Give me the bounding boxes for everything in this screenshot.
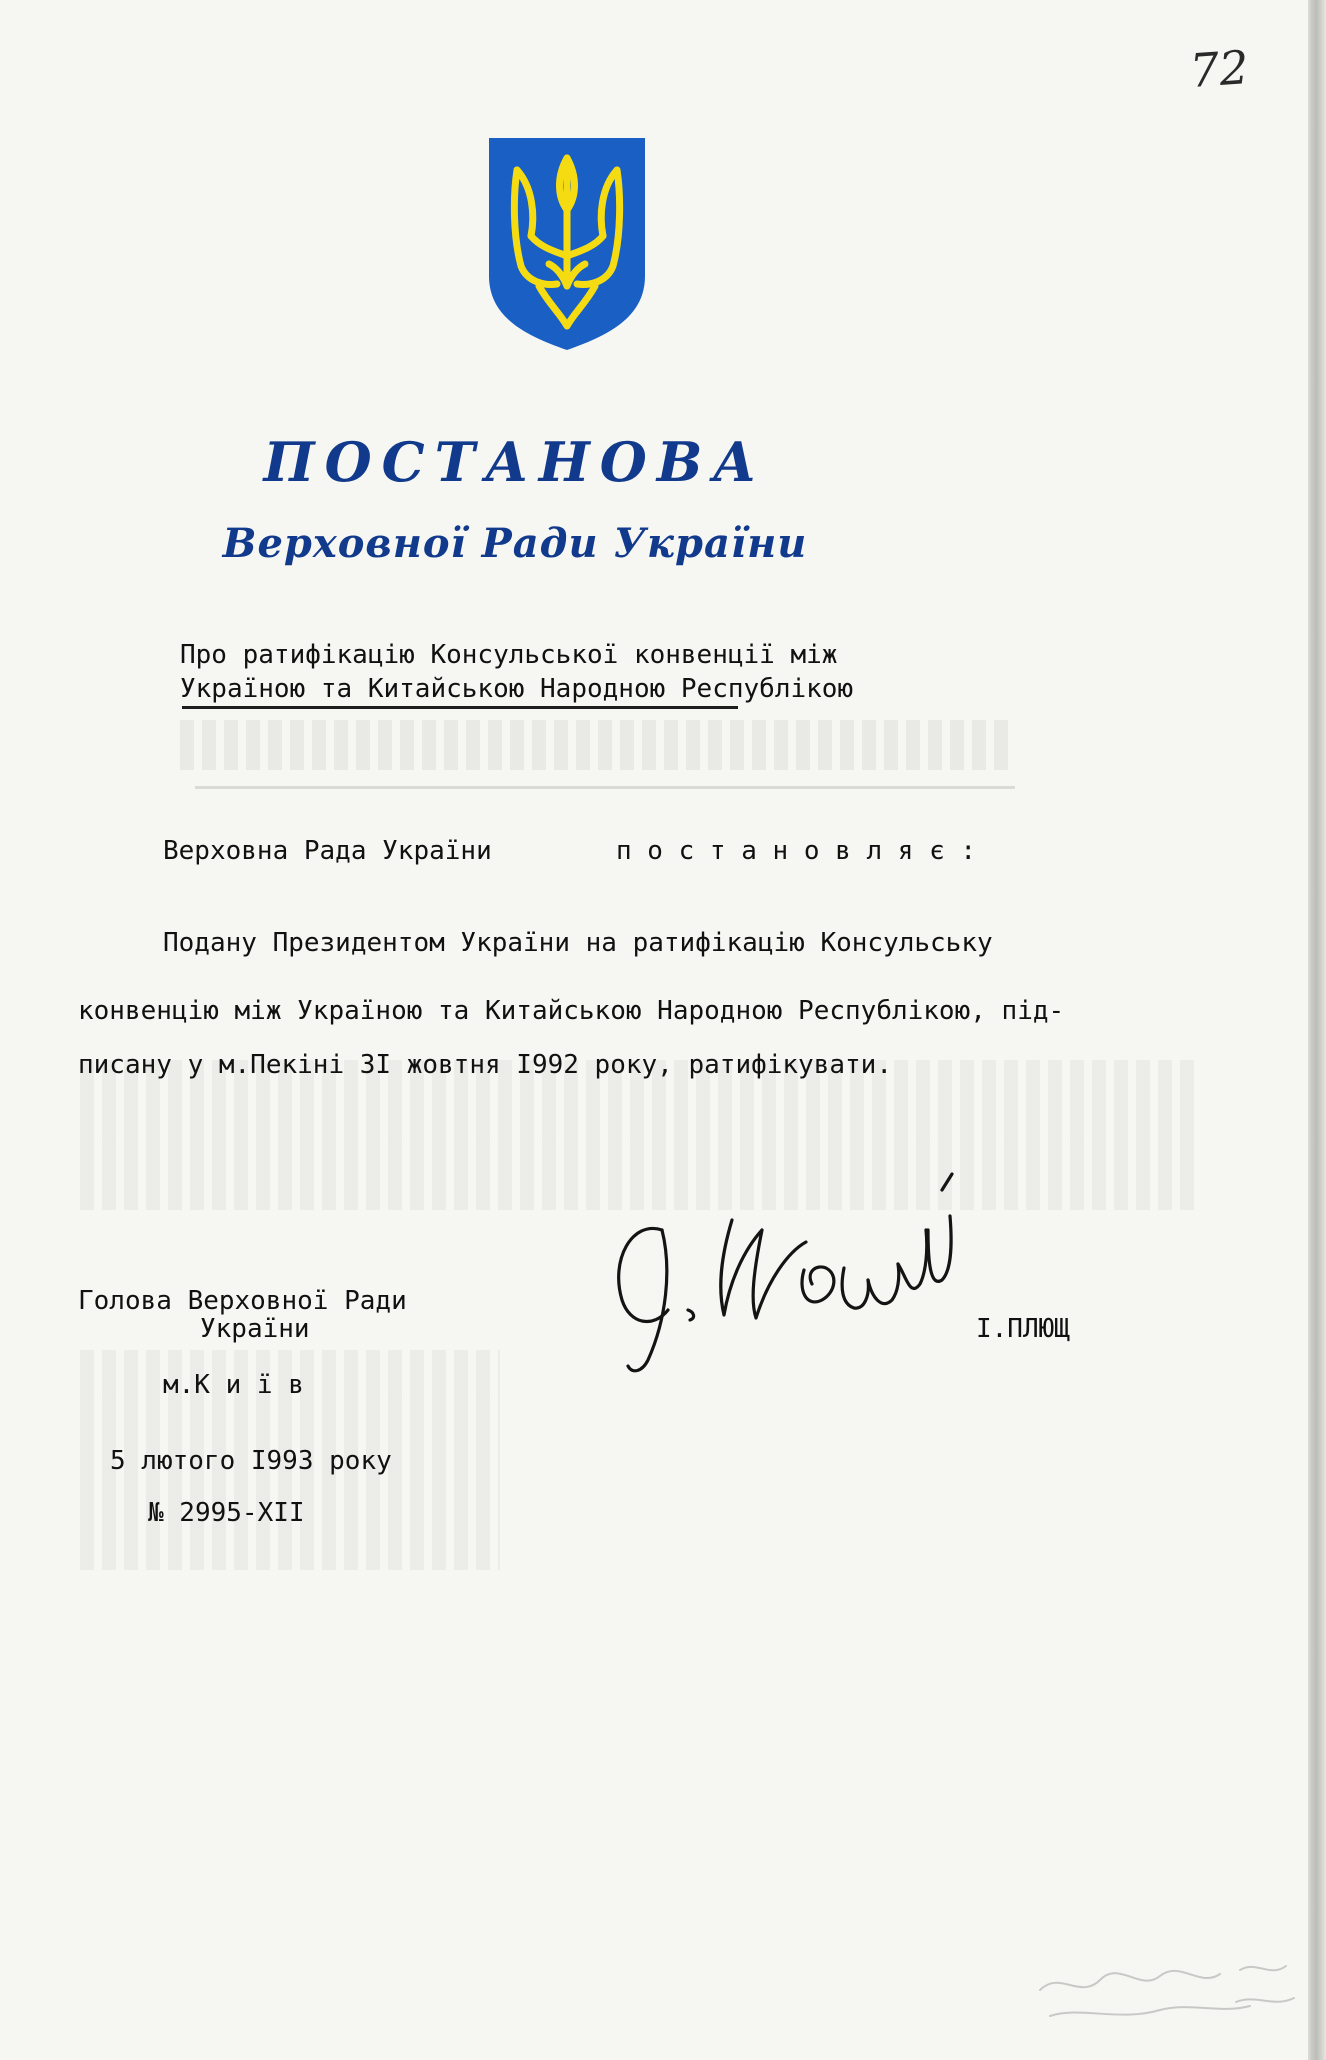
page-number: 72	[1188, 40, 1251, 98]
place: м.К и ї в	[163, 1370, 304, 1400]
body-line-2: конвенцію між Україною та Китайською Народною Республікою, під-	[78, 996, 1065, 1026]
signatory-name: І.ПЛЮЩ	[976, 1314, 1070, 1344]
signatory-position-line-1: Голова Верховної Ради	[78, 1286, 407, 1316]
signatory-position-line-2: України	[200, 1314, 310, 1344]
subject-line-1: Про ратифікацію Консульської конвенції між	[180, 640, 838, 670]
document-title: ПОСТАНОВА	[263, 430, 767, 494]
subject-line-2: Україною та Китайською Народною Республікою	[180, 674, 854, 704]
resolves-actor: Верховна Рада України	[163, 836, 492, 866]
resolves-verb: п о с т а н о в л я є :	[616, 836, 977, 866]
document-number: № 2995-XII	[148, 1498, 305, 1528]
trident-coat-of-arms-icon	[487, 136, 647, 352]
bleed-through-rule	[195, 786, 1015, 789]
page-edge	[1310, 0, 1326, 2060]
body-line-1: Подану Президентом України на ратифікацію Консульську	[163, 928, 993, 958]
archival-marks	[1020, 1930, 1310, 2040]
document-subtitle: Верховної Ради України	[222, 520, 808, 567]
body-line-3: писану у м.Пекіні 3I жовтня I992 року, ратифікувати.	[78, 1050, 892, 1080]
subject-block	[180, 638, 853, 706]
date: 5 лютого I993 року	[110, 1446, 392, 1476]
subject-underline	[182, 706, 738, 709]
bleed-through-text	[180, 720, 1010, 770]
handwritten-signature	[592, 1160, 1012, 1380]
